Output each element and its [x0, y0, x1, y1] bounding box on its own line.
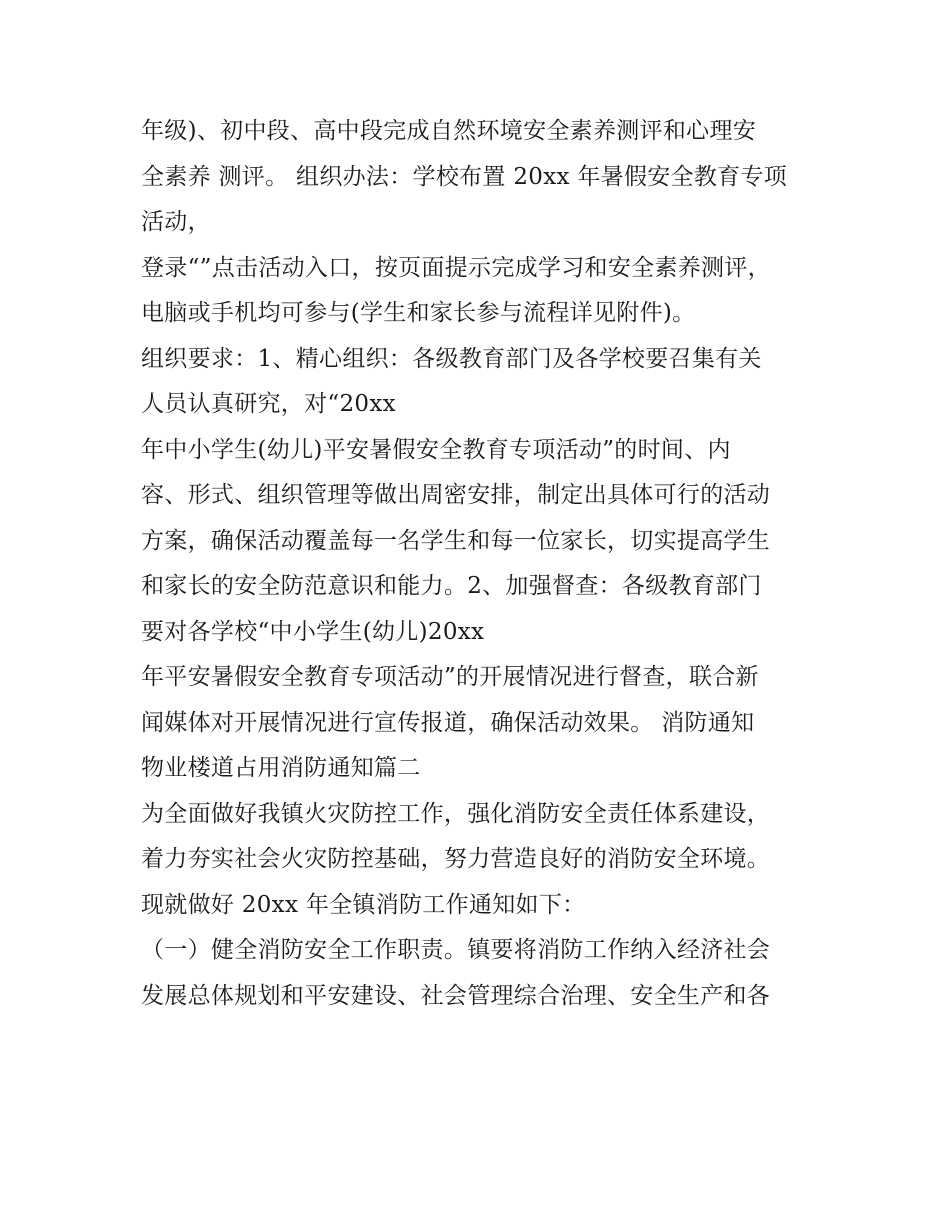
text-line: 组织要求：1、精心组织：各级教育部门及各学校要召集有关: [141, 345, 762, 372]
text-line: 登录“”点击活动入口，按页面提示完成学习和安全素养测评，: [141, 254, 771, 281]
text-line: 全素养 测评。 组织办法：学校布置 20xx 年暑假安全教育专项: [141, 163, 788, 190]
text-line: 年级)、初中段、高中段完成自然环境安全素养测评和心理安: [141, 118, 757, 144]
document-body: [141, 109, 831, 1019]
text-line: 活动，: [141, 209, 211, 235]
text-line: 着力夯实社会火灾防控基础，努力营造良好的消防安全环境。: [141, 846, 771, 872]
text-line: 方案，确保活动覆盖每一名学生和每一位家长，切实提高学生: [141, 527, 771, 554]
text-line: 年中小学生(幼儿)平安暑假安全教育专项活动”的时间、内: [141, 436, 731, 463]
text-line: 年平安暑假安全教育专项活动”的开展情况进行督查，联合新: [141, 664, 759, 690]
text-line: 电脑或手机均可参与(学生和家长参与流程详见附件)。: [141, 300, 696, 326]
text-line: （一）健全消防安全工作职责。镇要将消防工作纳入经济社会: [141, 937, 771, 963]
text-line: 容、形式、组织管理等做出周密安排，制定出具体可行的活动: [141, 482, 771, 508]
section-heading: 物业楼道占用消防通知篇二: [141, 755, 421, 781]
text-line: 为全面做好我镇火灾防控工作，强化消防安全责任体系建设，: [141, 800, 771, 827]
text-line: 闻媒体对开展情况进行宣传报道，确保活动效果。 消防通知: [141, 709, 755, 736]
text-line: 要对各学校“中小学生(幼儿)20xx: [141, 618, 485, 645]
text-line: 发展总体规划和平安建设、社会管理综合治理、安全生产和各: [141, 982, 771, 1009]
text-line: 现就做好 20xx 年全镇消防工作通知如下：: [141, 891, 586, 918]
text-line: 人员认真研究，对“20xx: [141, 391, 396, 417]
text-line: 和家长的安全防范意识和能力。2、加强督查：各级教育部门: [141, 573, 762, 599]
